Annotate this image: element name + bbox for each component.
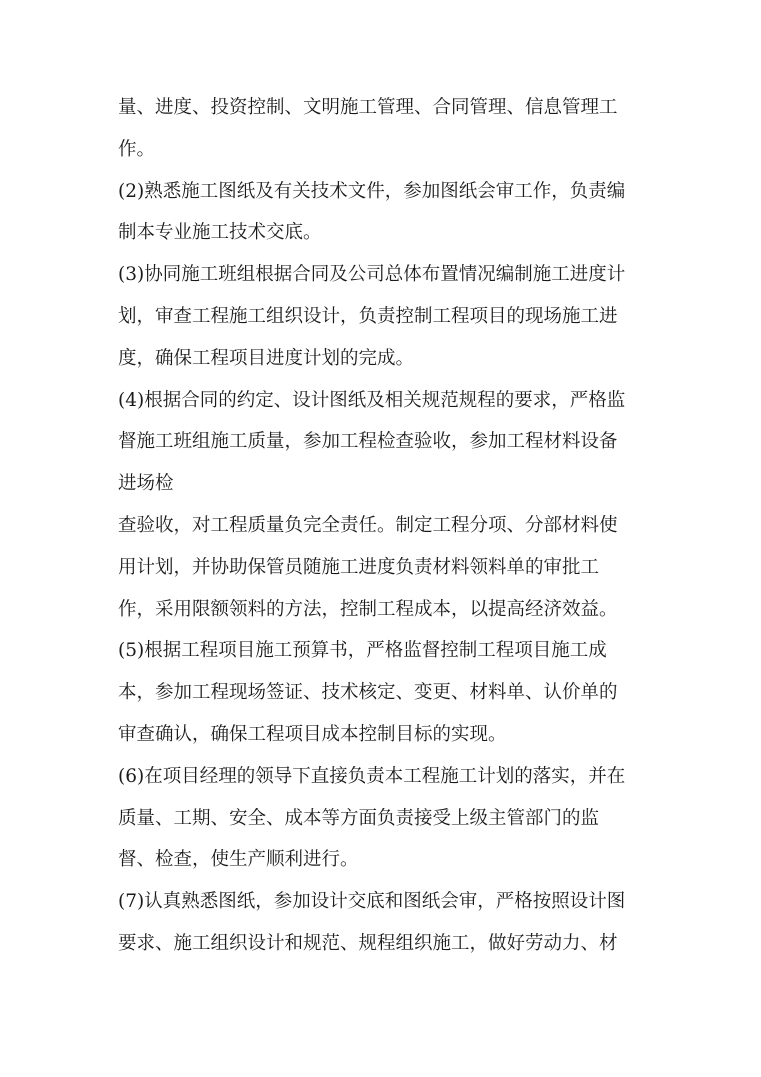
text-line: (6)在项目经理的领导下直接负责本工程施工计划的落实，并在 xyxy=(118,765,626,787)
text-line: 督、检查，使生产顺利进行。 xyxy=(118,849,359,871)
body-text xyxy=(118,87,638,965)
text-line: 划，审查工程施工组织设计，负责控制工程项目的现场施工进 xyxy=(118,305,618,327)
text-line: 量、进度、投资控制、文明施工管理、合同管理、信息管理工 xyxy=(118,97,618,118)
text-line: 进场检 xyxy=(118,473,174,495)
text-line: (2)熟悉施工图纸及有关技术文件，参加图纸会审工作，负责编 xyxy=(118,180,626,202)
text-line: (5)根据工程项目施工预算书，严格监督控制工程项目施工成 xyxy=(118,640,607,662)
text-line: 本，参加工程现场签证、技术核定、变更、材料单、认价单的 xyxy=(118,682,618,704)
text-line: 度，确保工程项目进度计划的完成。 xyxy=(118,347,415,369)
text-line: (7)认真熟悉图纸，参加设计交底和图纸会审，严格按照设计图 xyxy=(118,891,626,913)
text-line: 用计划，并协助保管员随施工进度负责材料领料单的审批工 xyxy=(118,556,600,578)
text-line: (3)协同施工班组根据合同及公司总体布置情况编制施工进度计 xyxy=(118,264,626,286)
text-line: (4)根据合同的约定、设计图纸及相关规范规程的要求，严格监 xyxy=(118,389,626,411)
text-line: 质量、工期、安全、成本等方面负责接受上级主管部门的监 xyxy=(118,807,600,829)
text-line: 查验收，对工程质量负完全责任。制定工程分项、分部材料使 xyxy=(118,514,618,536)
text-line: 督施工班组施工质量，参加工程检查验收，参加工程材料设备 xyxy=(118,431,618,453)
text-line: 制本专业施工技术交底。 xyxy=(118,222,322,244)
text-line: 作，采用限额领料的方法，控制工程成本，以提高经济效益。 xyxy=(118,598,618,620)
text-line: 审查确认，确保工程项目成本控制目标的实现。 xyxy=(118,723,507,745)
text-line: 要求、施工组织设计和规范、规程组织施工，做好劳动力、材 xyxy=(118,932,618,954)
text-line: 作。 xyxy=(118,138,156,160)
